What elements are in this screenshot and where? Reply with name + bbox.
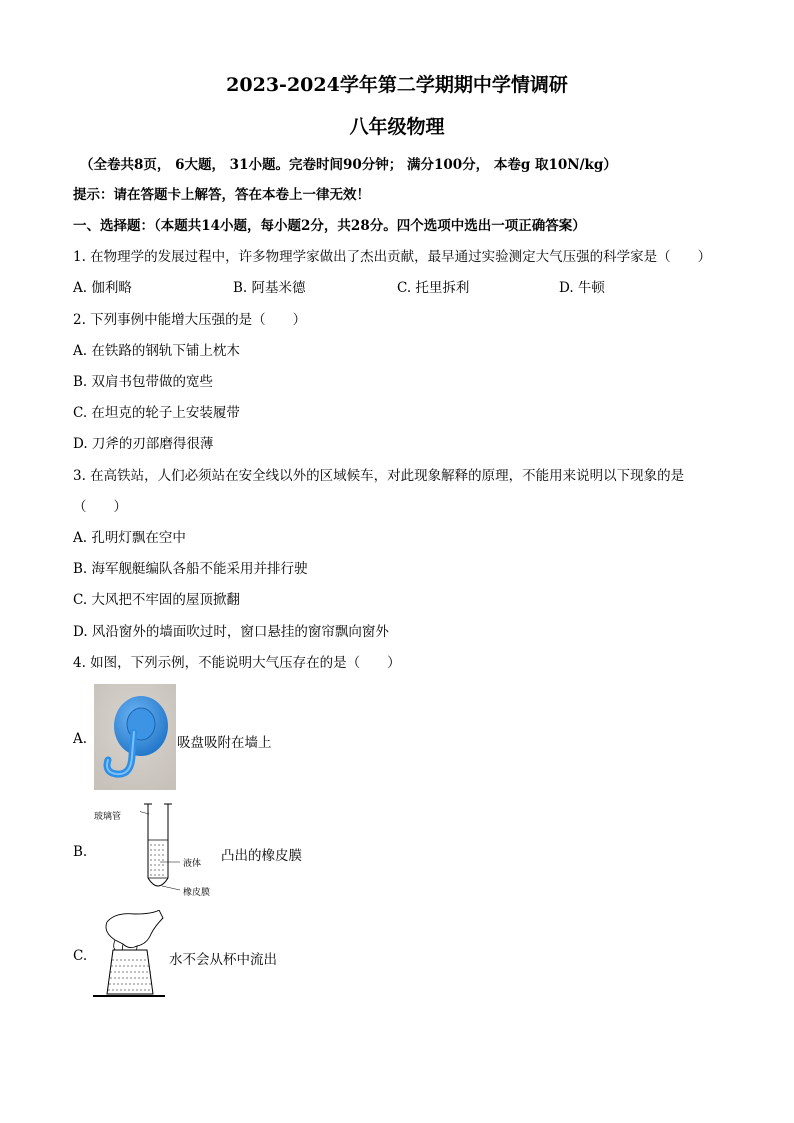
question-3-stem: 3. 在高铁站，人们必须站在安全线以外的区域候车，对此现象解释的原理，不能用来说明以下现象的是	[73, 468, 685, 484]
q4-option-b-label: B.	[73, 844, 88, 860]
q3-option-d: D. 风沿窗外的墙面吹过时，窗口悬挂的窗帘飘向窗外	[73, 624, 389, 640]
q2-option-c: C. 在坦克的轮子上安装履带	[73, 405, 240, 421]
q2-option-d: D. 刀斧的刃部磨得很薄	[73, 436, 214, 452]
inverted-cup-figure	[93, 910, 165, 1000]
q3-option-b: B. 海军舰艇编队各船不能采用并排行驶	[73, 561, 308, 577]
membrane-label: 橡皮膜	[183, 888, 211, 898]
tube-label: 玻璃管	[94, 812, 122, 822]
q3-option-c: C. 大风把不牢固的屋顶掀翻	[73, 592, 240, 608]
exam-subtitle: 八年级物理	[349, 116, 445, 138]
exam-tip: 提示：请在答题卡上解答，答在本卷上一律无效！	[73, 187, 370, 203]
glass-tube-figure	[140, 802, 180, 894]
q4-option-a-label: A.	[73, 731, 88, 747]
q1-option-d: D. 牛顿	[559, 280, 605, 296]
q2-option-a: A. 在铁路的钢轨下铺上枕木	[73, 343, 240, 359]
suction-cup-image	[94, 684, 176, 790]
question-4-stem: 4. 如图，下列示例，不能说明大气压存在的是（ ）	[73, 655, 401, 671]
q3-option-a: A. 孔明灯飘在空中	[73, 530, 186, 546]
liquid-label: 液体	[183, 859, 202, 869]
question-2-stem: 2. 下列事例中能增大压强的是（ ）	[73, 312, 307, 328]
q1-option-c: C. 托里拆利	[397, 280, 470, 296]
section-heading: 一、选择题：（本题共14小题，每小题2分，共28分。四个选项中选出一项正确答案）	[73, 218, 586, 234]
q1-option-b: B. 阿基米德	[233, 280, 306, 296]
q2-option-b: B. 双肩书包带做的宽些	[73, 374, 214, 390]
exam-info: （全卷共8页， 6大题， 31小题。完卷时间90分钟； 满分100分， 本卷g 取10N/kg）	[80, 157, 617, 173]
question-3-stem-cont: （ ）	[73, 499, 127, 515]
q1-option-a: A. 伽利略	[73, 280, 132, 296]
q4-option-c-caption: 水不会从杯中流出	[169, 952, 277, 968]
exam-title: 2023-2024学年第二学期期中学情调研	[226, 74, 568, 96]
q4-option-c-label: C.	[73, 948, 88, 964]
question-1-stem: 1. 在物理学的发展过程中，许多物理学家做出了杰出贡献，最早通过实验测定大气压强的科学家是（ ）	[73, 249, 712, 265]
q4-option-a-caption: 吸盘吸附在墙上	[177, 735, 272, 751]
q4-option-b-caption: 凸出的橡皮膜	[221, 848, 302, 864]
